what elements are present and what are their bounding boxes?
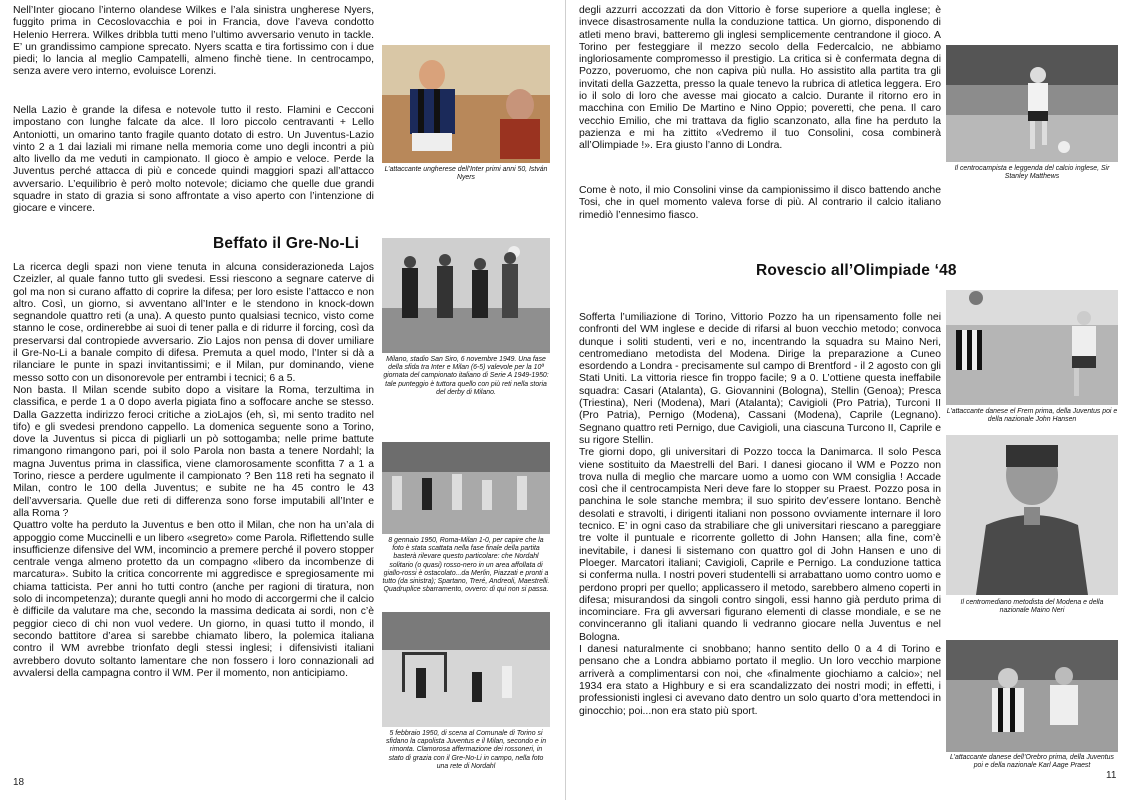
top-paragraph <box>579 5 941 185</box>
body-paragraph: Sofferta l’umiliazione di Torino, Vittorio Pozzo ha un ripensamento folle nei confronti del WM inglese e decide di rifarsi al buon vecchio metodo; convoca dunque i soliti studenti, veri e no, incentrando la squadra su Maino Neri, centromediano metodista del Modena. Dirige la preparazione a Cuneo esordendo a Londra - precisamente sul campo di Brentford - il 2 agosto con gli Stati Uniti. La vittoria riesce fin troppo facile; 9 a 0. L’ottiene questa ineffabile squadra: Casari (Atalanta), G. Giovannini (Bologna), Stellin (Genoa); Presca (Triestina), Neri (Modena), Mari (Atalanta); Cavigioli (Pro Patria), Turconi II (Pro Patria), Pernigo (Modena), Cassani (Modena), Caprile (Legnano). Segnano quattro reti Pernigo, due Cavigioli, una ciascuna Turcono II, Caprile e su rigore Stellin. <box>579 312 941 446</box>
lazio-paragraph <box>13 105 374 225</box>
caption-roma-milan: 8 gennaio 1950, Roma-Milan 1-0, per capire che la foto è stata scattata nella fase finale della partita basterà rilevare questo particolare: che Nordahl solitario (o quasi) rosso-nero in un area affollata di giallo-rossi è ostacolato...da Merlin, Piazzati e pronti a tutto (da sinistra); Spartano, Treré, Andreoli, Maestrelli. Quadruplice sbarramento, ovvero: di qui non si passa. <box>382 537 550 594</box>
caption-matthews: Il centrocampista e leggenda del calcio inglese, Sir Stanley Matthews <box>954 165 1110 181</box>
photo-matthews <box>946 45 1118 162</box>
photo-hansen <box>946 290 1118 405</box>
photo-roma-milan <box>382 442 550 534</box>
section-title-olimpiade: Rovescio all’Olimpiade ‘48 <box>756 262 957 279</box>
photo-nyers <box>382 45 550 163</box>
left-page <box>0 0 565 800</box>
intro-paragraph <box>13 5 374 105</box>
photo-praest <box>946 640 1118 752</box>
caption-san-siro: Milano, stadio San Siro, 6 novembre 1949. Una fase della sfida tra Inter e Milan (6-5) valevole per la 10ª giornata del campionato italiano di Serie A 1949-1950: tale punteggio è tuttora quello con più reti nella storia del derby di Milano. <box>383 356 549 396</box>
caption-comunale: 5 febbraio 1950, di scena al Comunale di Torino si sfidano la capolista Juventus e il Milan, secondo e in rimonta. Clamorosa affermazione dei rossoneri, in stato di grazia con il Gre-No-Li in campo, nella foto una rete di Nordahl <box>385 730 547 770</box>
top-text-2: Come è noto, il mio Consolini vinse da campionissimo il disco battendo anche Tosi, che in quel momento valeva forse di più. Al contrario il calcio italiano rimediò l’ennesimo fiasco. <box>579 185 941 221</box>
grenoli-body <box>13 262 374 737</box>
caption-neri: Il centromediano metodista del Modena e della nazionale Maino Neri <box>960 599 1104 615</box>
caption-nyers: L’attaccante ungherese dell’Inter primi anni 50, István Nyers <box>384 166 548 182</box>
body-paragraph: Non basta. Il Milan scende subito dopo a visitare la Roma, terzultima in classifica, e perde 1 a 0 dopo averla pigiata fino a soffocare anche se stesso. Dalla Gazzetta indirizzo feroci critiche a zioLajos (eh, sì, mi sento tradito nel tifo) e gli svedesi prendono cappello. La domenica seguente sono a Torino, dove la Juventus si picca di pigliarli un pò sottogamba; nelle prime battute rimangono rimangono pari, poi il solo Parola non basta a tenere Nordahl; la magna Juventus prima in classifica, viene clamorosamente sconfitta 7 a 1 a Torino, riesce a perdere ugulmente il campionato ? Ben 118 reti ha segnato il Milan, contro le 100 della Juventus; e subite ne ha 45 contro le 43 dell’avversaria. Quelle due reti di differenza sono forse imputabili all’Inter e alla Roma ? <box>13 384 374 519</box>
photo-san-siro <box>382 238 550 353</box>
right-page <box>566 0 1132 800</box>
caption-praest: L’attaccante danese dell’Orebro prima, della Juventus poi e della nazionale Karl Aage Praest <box>950 754 1114 770</box>
body-paragraph: Quattro volte ha perduto la Juventus e ben otto il Milan, che non ha un’ala di appoggio come Muccinelli e un libero «segreto» come Parola. Riflettendo sulle insufficienze difensive del WM, incomincio a premere perché il povero stopper centrale venga almeno protetto da un compagno «libero da incombenze di marcatura». Subito la critica concorrente mi aggredisce e spregiosamente mi chiama tatticista. Per anni ho tutti contro (anche per ragioni di tiratura, non solo di incompetenza); durante quegli anni ho modo di accorgermi che il calcio è difficile da valutare ma che, secondo la massima dedicata ai sordi, non c’è peggior cieco di chi non vuol vedere. Un giorno, in quasi tutto il mondo, il secondo battitore d’area si sarebbe chiamato libero, la polemica italiana contro il WM avrebbe trionfato degli stessi inglesi; i difensivisti italiani avrebbero dovuto soltanto lamentare che non fossero i loro connazionali ad avvalersi della campagna contro il WM. Per il momento, non anticipiamo. <box>13 520 374 679</box>
photo-neri <box>946 435 1118 595</box>
lazio-text: Nella Lazio è grande la difesa e notevole tutto il resto. Flamini e Cecconi impostano con lunghe falcate da alce. Il loro piccolo centravanti + Lello Antoniotti, un omarino tanto fragile quanto dotato di estro. Un Juventus-Lazio vinto 2 a 1 dai laziali mi rimane nella memoria come uno degli incontri a più alto livello da me veduti in campionato. Il gioco è ampio e veloce. Perde la Juventus perché attacca di più e concede quindi maggiori spazi all’attacco avversario. L’equilibrio è però molto notevole; diciamo che quelle due grandi squadre in stato di grazia si sono affrontate a viso aperto con l’intenzione di giocare e vincere. <box>13 105 374 215</box>
page-number-left: 18 <box>13 777 25 788</box>
body-paragraph: I danesi naturalmente ci snobbano; hanno sentito dello 0 a 4 di Torino e pensano che a Londra abbiamo portato il meglio. Un loro vecchio marpione arriverà a complimentarsi con noi, che «finalmente giochiamo a calcio»; nel 1934 era stato a Highbury e si era scandalizzato dei nostri modi; in effetti, i professionisti inglesi ci avevano dato dentro un solo quarto d’ora mettendoci in ginocchio; poi...non era stato più sport. <box>579 644 941 717</box>
caption-hansen: L’attaccante danese el Frem prima, della Juventus poi e della nazionale John Hansen <box>946 408 1118 424</box>
page-number-right: 11 <box>1106 770 1117 781</box>
body-paragraph: La ricerca degli spazi non viene tenuta in alcuna considerazioneda Lajos Czeizler, al quale fanno tutto gli svedesi. Essi riescono a segnare caterve di gol ma non si curano affatto di coprire la difesa; per loro esiste l’attacco e non altro. Così, un giorno, si avventano all’Inter e le stendono in knock-down segnandole quattro reti (a una). A questo punto qualsiasi tecnico, visto come stanno le cose, ordinerebbe ai suoi di tener palla e di ridurre il forcing, così da preservarsi dal contropiede avversario. Zio Lajos non pensa di dover umiliare il Gre-No-Li a banale compito di difesa. Premuta a quel modo, l’Inter si dà a rilanciare le punte in spazi invitantissimi; e il Milan, pur dominando, viene messo sotto con un disonorevole per entrambi i tecnici; 6 a 5. <box>13 262 374 384</box>
olimpiade-body <box>579 312 941 777</box>
photo-comunale <box>382 612 550 727</box>
top-text: degli azzurri accozzati da don Vittorio è forse superiore a quella inglese; è invece disastrosamente nulla la conduzione tattica. Un giorno, disponendo di atleti meno bravi, batteremo gli inglesi semplicemente centrandone il gioco. A Torino per festeggiare il mezzo secolo della Federcalcio, ne abbiamo ingloriosamente compromesso il prestigio. La critica si è confermata degna di Pozzo, poveruomo, che non capiva più nulla. Ho assistito alla partita tra gli invitati della Gazzetta, presso la quale tenevo la rubrica di atletica leggera. Ero io il solo di loro che avesse mai giocato a calcio. Durante il ritorno ero in macchina con Emilio De Martino e Nino Oppio; poveretti, che pena. Il caro vecchio Emilio, che mi trattava da figlio scanzonato, alla fine ha perduto la pazienza e mi ha zittito «Vedremo il tuo Consolini, cosa combinerà all’Olimpiade !». Era giusto l’anno di Londra. <box>579 5 941 152</box>
top-paragraph-2 <box>579 185 941 225</box>
body-paragraph: Tre giorni dopo, gli universitari di Pozzo tocca la Danimarca. Il solo Pesca viene sostituito da Maestrelli del Bari. I danesi giocano il WM e Pozzo non trova nulla di meglio che marcare uomo a uomo con WM consiglia ! Accade così che il centrocampista Neri deve fare lo stopper su Praest. Pozzo posa in panchina le sole stanche membra; il suo spirito dev’essere lontano. Benchè desolati e stravolti, i dirigenti italiani non possono ovviamente internare il loro tecnico. E’ in ogni caso da strabiliare che gli universitari riescano a pareggiare tre volte il puntuale e ricorrente golletto di John Hansen; alla fine, com’è inevitabile, i danesi li sistemano con quattro gol di John Hansen e uno di Ploeger. Marcatori italiani; Cavigioli, Caprile e Pernigo. La conduzione tattica si conferma nulla. I nostri poveri studentelli si arrabattano uomo contro uomo e perdono propri per quello; applicassero il metodo, sarebbero almeno coperti in difesa; misurandosi da singoli contro singoli, essi hanno già perduto prima di incominciare. Fra gli avversari figurano elementi di classe mondiale, e se ne convinceranno gli italiani quando li vedranno giocare nella Juventus e nel Bologna. <box>579 447 941 643</box>
section-title-grenoli: Beffato il Gre-No-Li <box>213 235 360 252</box>
intro-text: Nell’Inter giocano l’interno olandese Wilkes e l’ala sinistra ungherese Nyers, fuggito prima in Cecoslovacchia e poi in Francia, dove l’aveva condotto Helenio Herrera. Wilkes dribbla tutti meno l’ultimo avversario venuto in tackle. E’ un grandissimo campione sprecato. Nyers scatta e tira fortissimo con i due piedi; lo lancia al meglio Campatelli, almeno finchè tiene. In centrocampo, senza avere vero interno, evoluisce Lorenzi. <box>13 5 374 78</box>
